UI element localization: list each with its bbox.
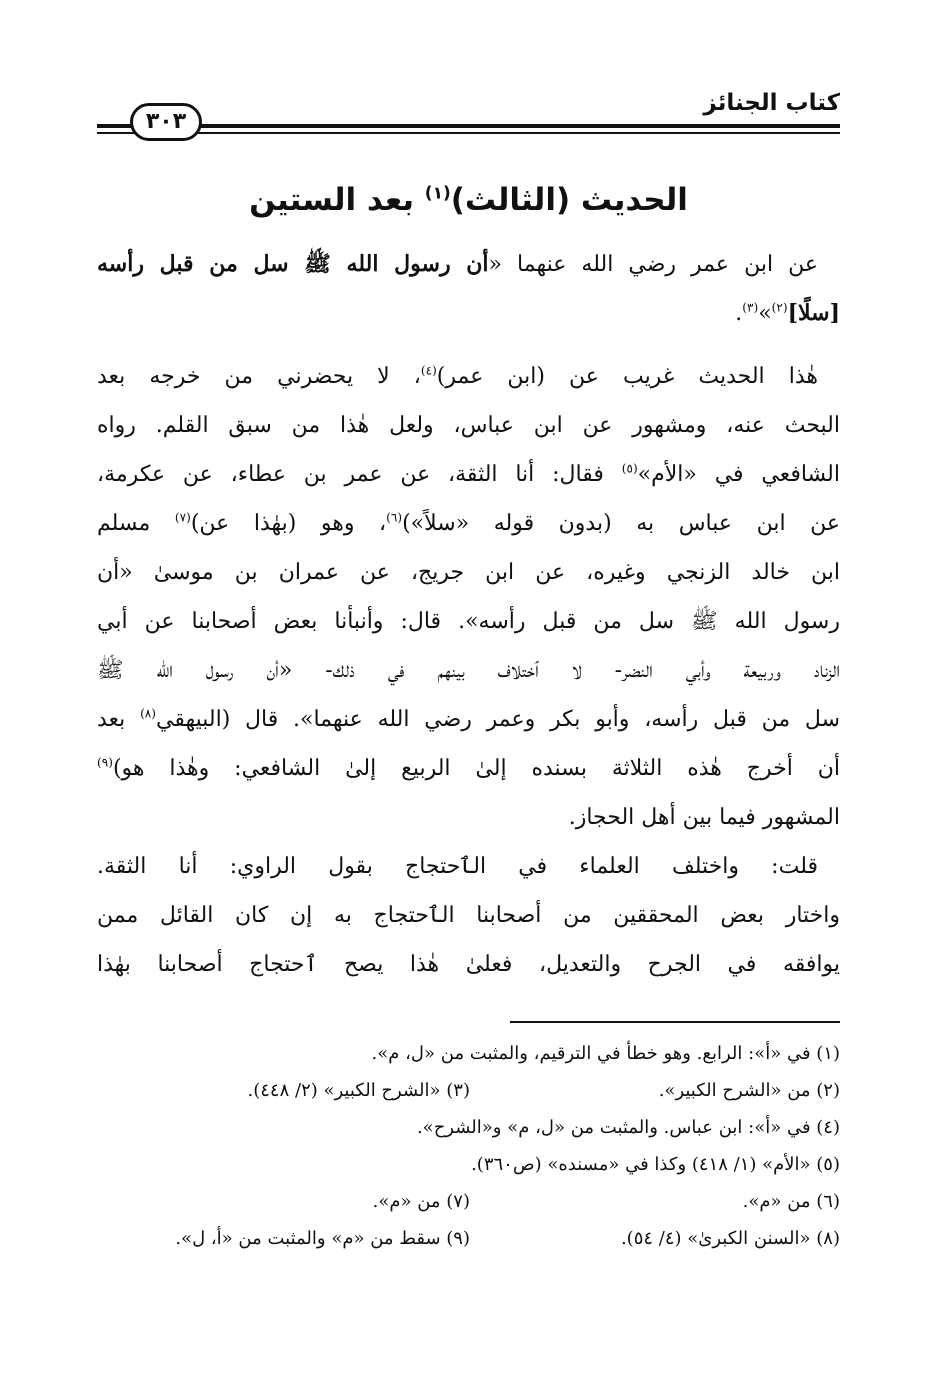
- footnote-3: (٣) «الشرح الكبير» (٢/ ٤٤٨).: [247, 1080, 470, 1101]
- text-line: واختار بعض المحققين من أصحابنا الٱحتجاج به إن كان القائل ممن: [97, 903, 840, 928]
- text-segment: فقال: أنا الثقة، عن عمر بن عطاء، عن عكرمة،: [97, 462, 622, 487]
- text-line: [97, 695, 840, 744]
- footnote-ref: (٣): [742, 300, 759, 315]
- text-segment: أن أخرج هٰذه الثلاثة بسنده إلىٰ الربيع إلىٰ الشافعي: وهٰذا هو): [112, 756, 840, 781]
- text-segment: »: [758, 301, 772, 326]
- text-segment: عن ابن عباس به (بدون قوله «سلاً»): [402, 511, 840, 536]
- text-line: [97, 352, 840, 401]
- footnote-8: (٨) «السنن الكبرىٰ» (٤/ ٥٤).: [620, 1228, 840, 1249]
- footnote-9: (٩) سقط من «م» والمثبت من «أ، ل».: [175, 1228, 470, 1249]
- text-segment: عن ابن عمر رضي الله عنهما «: [488, 252, 818, 277]
- footnote-5: (٥) «الأم» (١/ ٤١٨) وكذا في «مسنده» (ص٣٦٠).: [471, 1154, 840, 1175]
- footnote-ref: (١): [424, 183, 451, 204]
- header-rule-thick: [97, 124, 840, 128]
- text-segment: الشافعي في «الأم»: [637, 462, 840, 487]
- text-segment: هٰذا الحديث غريب عن (ابن عمر): [436, 364, 818, 389]
- footnote-7: (٧) من «م».: [372, 1191, 470, 1212]
- footnote-row: [97, 1183, 840, 1220]
- footnote-row: [97, 1072, 840, 1109]
- text-line: المشهور فيما بين أهل الحجاز.: [568, 805, 840, 830]
- header-rule: [97, 124, 840, 138]
- footnote-ref: (٩): [97, 755, 113, 770]
- text-segment: .: [735, 301, 743, 326]
- text-line: [97, 744, 840, 793]
- footnote-ref: (٨): [140, 706, 156, 721]
- footnote-row: [97, 1109, 840, 1146]
- text-line: الزناد وربيعة وأبي النضر- لا ٱختلاف بينهم في ذلك- «أن رسول الله ﷺ: [97, 658, 840, 683]
- page-number: ٣٠٣: [130, 103, 202, 141]
- footnote-ref: (٢): [771, 300, 788, 315]
- footnotes: [97, 1035, 840, 1257]
- footnote-row: [97, 1220, 840, 1257]
- text-line: [97, 499, 840, 548]
- paragraph-gap: [97, 338, 840, 352]
- text-line: قلت: واختلف العلماء في الٱحتجاج بقول الراوي: أنا الثقة.: [97, 854, 818, 879]
- text-line: رسول الله ﷺ سل من قبل رأسه». قال: وأنبأنا بعض أصحابنا عن أبي: [97, 609, 840, 634]
- text-segment: ، لا يحضرني من خرجه بعد: [97, 364, 421, 389]
- hadith-quote: أن رسول الله ﷺ سل من قبل رأسه: [97, 251, 489, 277]
- hadith-heading: [97, 176, 840, 224]
- text-segment: بعد: [97, 707, 141, 732]
- main-text: [97, 240, 840, 989]
- text-line: يوافقه في الجرح والتعديل، فعلىٰ هٰذا يصح ٱحتجاج أصحابنا بهٰذا: [97, 952, 840, 977]
- footnote-2: (٢) من «الشرح الكبير».: [658, 1080, 840, 1101]
- footnote-ref: (٧): [174, 510, 191, 525]
- hadith-quote: [سلًا]: [787, 300, 840, 326]
- heading-text-start: الحديث (الثالث): [450, 182, 688, 218]
- footnote-row: [97, 1146, 840, 1183]
- footnote-separator: [510, 1021, 840, 1023]
- text-line: البحث عنه، ومشهور عن ابن عباس، ولعل هٰذا من سبق القلم. رواه: [97, 413, 840, 438]
- text-line: [97, 289, 840, 338]
- footnote-4: (٤) في «أ»: ابن عباس. والمثبت من «ل، م» و«الشرح».: [416, 1117, 840, 1138]
- text-segment: ، وهو (بهٰذا عن): [190, 511, 387, 536]
- heading-text-end: بعد الستين: [249, 182, 425, 218]
- footnote-ref: (٥): [621, 461, 638, 476]
- footnote-ref: (٤): [420, 363, 437, 378]
- footnote-1: (١) في «أ»: الرابع. وهو خطأ في الترقيم، والمثبت من «ل، م».: [371, 1043, 840, 1064]
- text-line: [97, 450, 840, 499]
- running-title: كتاب الجنائز: [703, 90, 840, 116]
- text-line: ابن خالد الزنجي وغيره، عن ابن جريج، عن عمران بن موسىٰ «أن: [97, 560, 840, 585]
- footnote-6: (٦) من «م».: [742, 1191, 840, 1212]
- text-line: [97, 240, 840, 289]
- footnote-ref: (٦): [386, 510, 403, 525]
- text-segment: مسلم: [97, 511, 175, 536]
- text-segment: سل من قبل رأسه، وأبو بكر وعمر رضي الله عنهما». قال (البيهقي: [156, 707, 841, 732]
- header-rule-thin: [97, 132, 840, 134]
- footnote-row: [97, 1035, 840, 1072]
